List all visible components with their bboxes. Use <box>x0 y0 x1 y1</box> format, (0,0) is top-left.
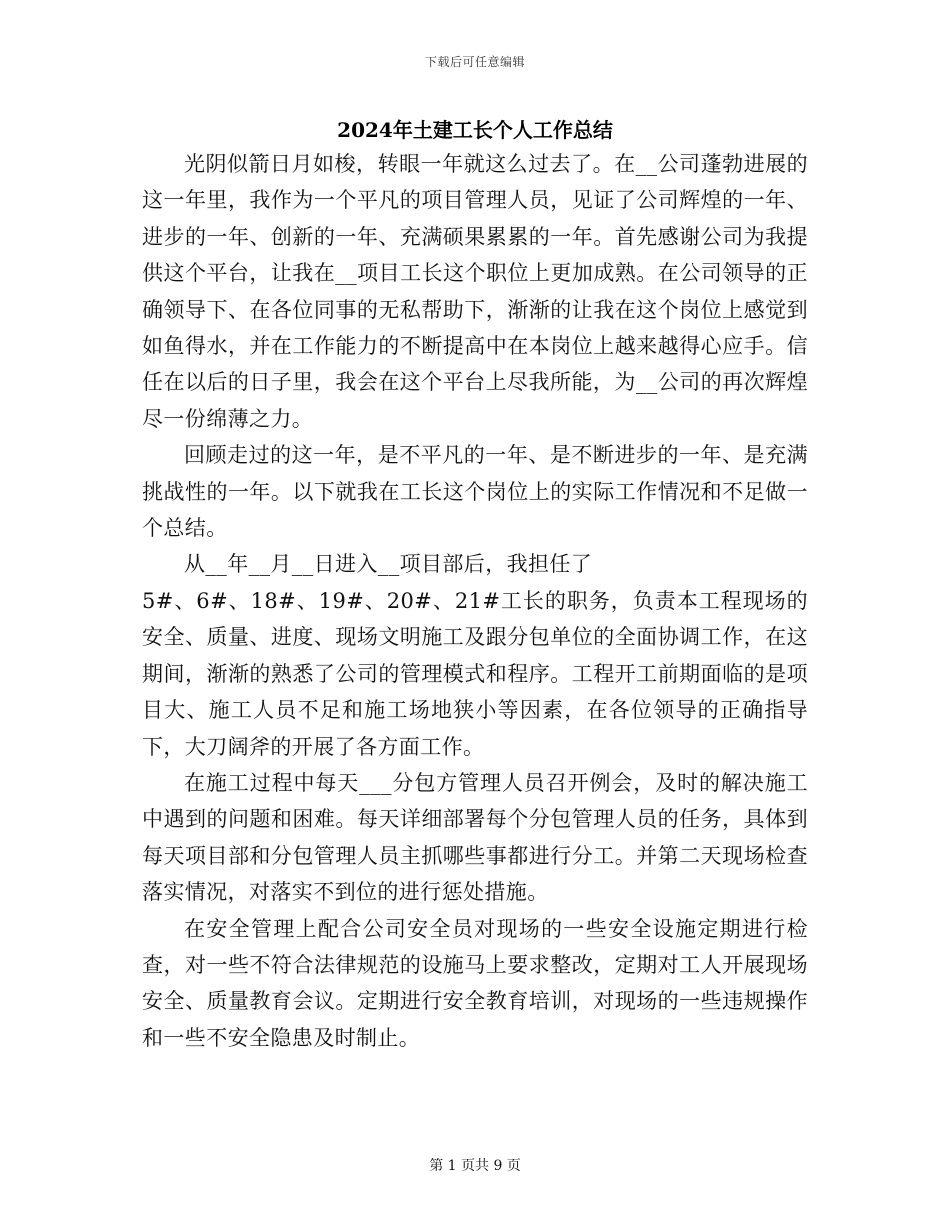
page-footer: 第 1 页共 9 页 <box>429 1158 521 1174</box>
paragraph-entry-line: 从__年__月__日进入__项目部后，我担任了 <box>184 552 593 577</box>
paragraph-safety: 在安全管理上配合公司安全员对现场的一些安全设施定期进行检查，对一些不符合法律规范的设施马上要求整改，定期对工人开展现场安全、质量教育会议。定期进行安全教育培训，对现场的一些违规操作和一些不安全隐患及时制止。 <box>142 916 808 1050</box>
paragraph-review: 回顾走过的这一年，是不平凡的一年、是不断进步的一年、是充满挑战性的一年。以下就我在工长这个岗位上的实际工作情况和不足做一个总结。 <box>142 443 808 541</box>
paragraph-intro: 光阴似箭日月如梭，转眼一年就这么过去了。在__公司蓬勃进展的这一年里，我作为一个平凡的项目管理人员，见证了公司辉煌的一年、进步的一年、创新的一年、充满硕果累累的一年。首先感谢公司为我提供这个平台，让我在__项目工长这个职位上更加成熟。在公司领导的正确领导下、在各位同事的无私帮助下，渐渐的让我在这个岗位上感觉到如鱼得水，并在工作能力的不断提高中在本岗位上越来越得心应手。信任在以后的日子里，我会在这个平台上尽我所能，为__公司的再次辉煌尽一份绵薄之力。 <box>142 152 808 431</box>
header-note: 下载后可任意编辑 <box>424 55 525 69</box>
document-title: 2024年土建工长个人工作总结 <box>337 118 613 142</box>
document-body <box>142 146 808 1056</box>
paragraph-daily-meetings: 在施工过程中每天___分包方管理人员召开例会，及时的解决施工中遇到的问题和困难。每天详细部署每个分包管理人员的任务，具体到每天项目部和分包管理人员主抓哪些事都进行分工。并第二天现场检查落实情况，对落实不到位的进行惩处措施。 <box>142 770 808 905</box>
paragraph-duties: 5#、6#、18#、19#、20#、21#工长的职务，负责本工程现场的安全、质量、进度、现场文明施工及跟分包单位的全面协调工作，在这期间，渐渐的熟悉了公司的管理模式和程序。工程开工前期面临的是项目大、施工人员不足和施工场地狭小等因素，在各位领导的正确指导下，大刀阔斧的开展了各方面工作。 <box>142 588 808 759</box>
